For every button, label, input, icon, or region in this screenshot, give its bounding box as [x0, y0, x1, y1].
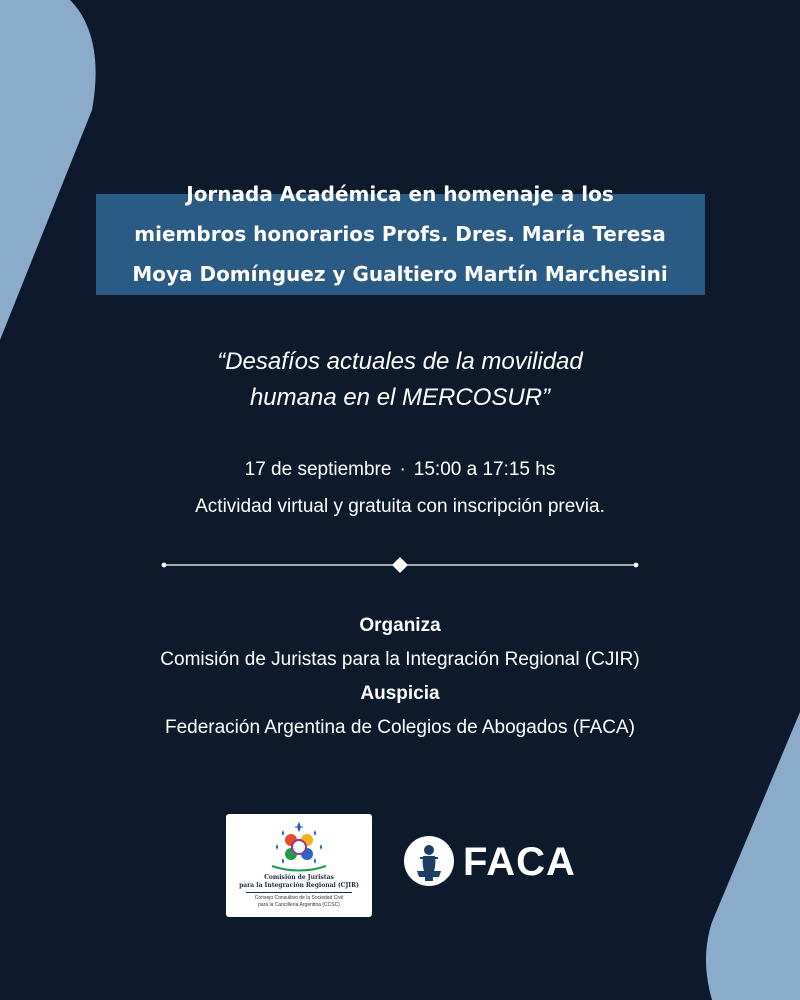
- event-time: 15:00 a 17:15 hs: [413, 459, 556, 480]
- organiza-label: Organiza: [359, 615, 441, 636]
- event-date-time: [100, 458, 700, 482]
- cjir-emblem-icon: [269, 820, 329, 872]
- event-subtitle-line: “Desafíos actuales de la movilidad: [217, 348, 583, 375]
- cjir-logo-name-line: Comisión de Juristas: [264, 874, 334, 881]
- cjir-logo: [226, 814, 372, 917]
- date-time-separator: ·: [399, 459, 406, 480]
- event-title: [80, 174, 720, 294]
- event-subtitle: [100, 344, 700, 416]
- cjir-logo-name-line: para la Integración Regional (CJIR): [239, 882, 359, 889]
- faca-seal-icon: [403, 835, 455, 887]
- cjir-logo-name: [230, 874, 368, 890]
- auspicia-label: Auspicia: [360, 683, 440, 704]
- cjir-logo-rule: [246, 892, 352, 893]
- diamond-icon: [392, 557, 408, 573]
- event-title-line: Moya Domínguez y Gualtiero Martín Marchesini: [132, 262, 668, 286]
- bottom-right-accent-shape: [706, 712, 800, 1000]
- organiza-name: Comisión de Juristas para la Integración Regional (CJIR): [160, 649, 640, 670]
- cjir-logo-subtitle-line: Consejo Consultivo de la Sociedad Civil: [254, 895, 344, 901]
- divider-end-dot: [162, 563, 167, 568]
- event-modality: Actividad virtual y gratuita con inscripción previa.: [195, 496, 605, 517]
- divider-end-dot: [634, 563, 639, 568]
- event-date: 17 de septiembre: [244, 459, 392, 480]
- faca-wordmark: FACA: [463, 840, 576, 884]
- event-title-line: miembros honorarios Profs. Dres. María Teresa: [134, 222, 666, 246]
- cjir-logo-subtitle-line: para la Cancillería Argentina (CCSC): [258, 902, 340, 908]
- section-divider: [160, 556, 640, 574]
- cjir-logo-subtitle: [230, 895, 368, 909]
- event-subtitle-line: humana en el MERCOSUR”: [249, 384, 551, 411]
- auspicia-name: Federación Argentina de Colegios de Abogados (FACA): [164, 717, 636, 738]
- event-title-line: Jornada Académica en homenaje a los: [186, 182, 614, 206]
